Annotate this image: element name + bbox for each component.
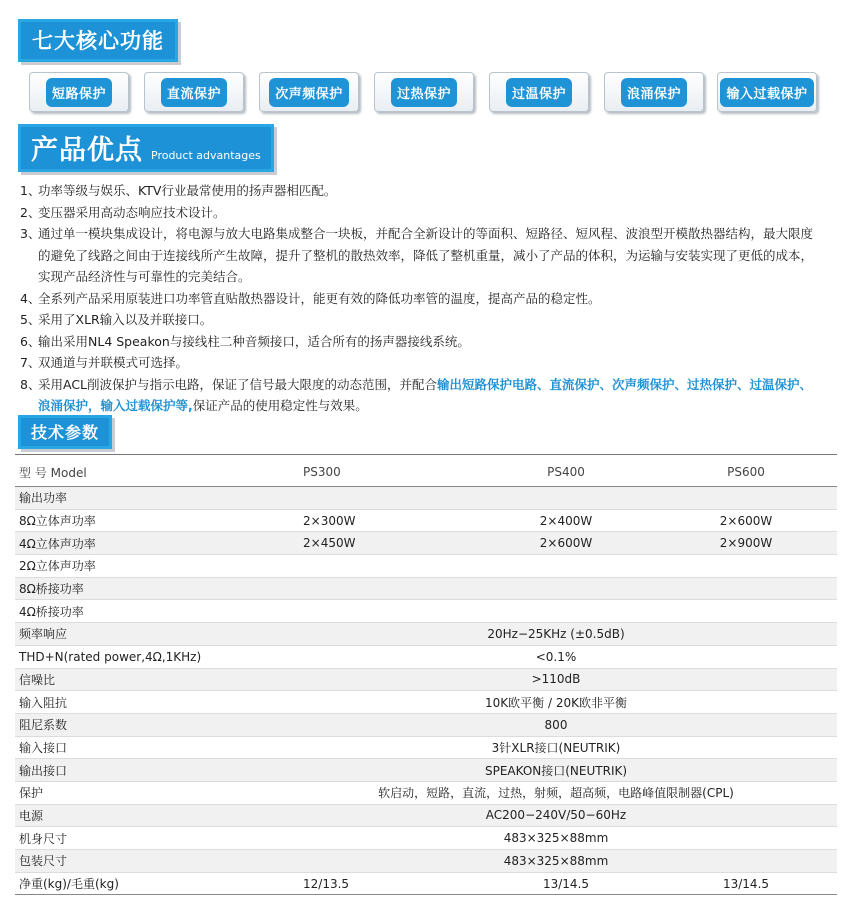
row-label: 4Ω桥接功率 — [15, 600, 275, 623]
cell-model-1 — [275, 555, 477, 578]
feature-dc-protection: 直流保护 — [144, 72, 244, 112]
highlighted-protections: 输出短路保护电路、直流保护、次声频保护、过热保护、过温保护、浪涌保护，输入过载保护等, — [38, 376, 813, 413]
list-item: 7、 双通道与并联模式可选择。 — [20, 355, 189, 370]
cell-model-3: 2×600W — [655, 509, 837, 532]
header-model-3: PS600 — [655, 458, 837, 487]
row-value: AC200−240V/50−60Hz — [275, 804, 837, 827]
cell-model-2 — [477, 487, 655, 510]
feature-subsonic: 次声频保护 — [259, 72, 359, 112]
row-value: >110dB — [275, 668, 837, 691]
core-features-title: 七大核心功能 — [21, 22, 175, 59]
row-value: SPEAKON接口(NEUTRIK) — [275, 759, 837, 782]
cell-model-3 — [655, 555, 837, 578]
feature-overheat: 过热保护 — [374, 72, 474, 112]
row-label: 机身尺寸 — [15, 827, 275, 850]
list-item: 6、 输出采用NL4 Speakon与接线柱二种音频接口，适合所有的扬声器接线系统。 — [20, 333, 470, 349]
table-row — [15, 509, 837, 532]
row-label: 阻尼系数 — [15, 713, 275, 736]
row-label: 频率响应 — [15, 623, 275, 646]
row-label: 8Ω立体声功率 — [15, 509, 275, 532]
header-model-1: PS300 — [275, 458, 477, 487]
row-label: 保护 — [15, 781, 275, 804]
table-row — [15, 668, 837, 691]
cell-model-1 — [275, 487, 477, 510]
feature-short-circuit: 短路保护 — [29, 72, 129, 112]
row-label: THD+N(rated power,4Ω,1KHz) — [15, 645, 275, 668]
row-label: 净重(kg)/毛重(kg) — [15, 872, 275, 895]
list-item: 8、 采用ACL削波保护与指示电路，保证了信号最大限度的动态范围，并配合输出短路保护电路、直流保护、次声频保护、过热保护、过温保护、浪涌保护，输入过载保护等,保证产品的使用稳定性与效果。 — [20, 376, 813, 413]
row-label: 输入阻抗 — [15, 691, 275, 714]
table-row — [15, 532, 837, 555]
cell-model-1: 2×300W — [275, 509, 477, 532]
cell-model-3: 2×900W — [655, 532, 837, 555]
list-item: 3、 通过单一模块集成设计，将电源与放大电路集成整合一块板，并配合全新设计的等面积、短路径、短风程、波浪型开模散热器结构，最大限度的避免了线路之间由于连接线所产生故障，提升了整机的散热效率，降低了整机重量，减小了产品的体积，为运输与安装实现了更低的成本，实现产品经济性与可靠性的完美结合。 — [20, 226, 814, 284]
advantages-list — [20, 180, 820, 417]
table-top-rule — [15, 454, 837, 455]
row-label: 输出功率 — [15, 487, 275, 510]
row-value: 20Hz−25KHz (±0.5dB) — [275, 623, 837, 646]
row-value: 3针XLR接口(NEUTRIK) — [275, 736, 837, 759]
table-row — [15, 781, 837, 804]
row-label: 包装尺寸 — [15, 850, 275, 873]
feature-surge: 浪涌保护 — [604, 72, 704, 112]
row-label: 8Ω桥接功率 — [15, 577, 275, 600]
row-value: 483×325×88mm — [275, 850, 837, 873]
table-row — [15, 487, 837, 510]
row-value: 软启动，短路，直流，过热，射频，超高频，电路峰值限制器(CPL) — [275, 781, 837, 804]
table-row — [15, 577, 837, 600]
list-item: 1、 功率等级与娱乐、KTV行业最常使用的扬声器相匹配。 — [20, 183, 337, 198]
table-row — [15, 872, 837, 895]
advantages-subtitle: Product advantages — [151, 149, 261, 162]
table-row — [15, 645, 837, 668]
list-item: 4、 全系列产品采用原装进口功率管直贴散热器设计，能更有效的降低功率管的温度，提高产品的稳定性。 — [20, 290, 601, 306]
specs-title: 技术参数 — [21, 418, 109, 446]
table-row — [15, 804, 837, 827]
table-row — [15, 827, 837, 850]
table-header-row — [15, 458, 837, 487]
cell-model-2: 2×600W — [477, 532, 655, 555]
specs-table — [15, 458, 837, 895]
table-row — [15, 713, 837, 736]
table-row — [15, 691, 837, 714]
cell-model-3 — [655, 577, 837, 600]
cell-model-2 — [477, 600, 655, 623]
cell-model-2: 2×400W — [477, 509, 655, 532]
cell-model-3 — [655, 600, 837, 623]
cell-model-2 — [477, 577, 655, 600]
core-features-heading — [18, 19, 178, 62]
header-label: 型 号 Model — [15, 458, 275, 487]
cell-model-3: 13/14.5 — [655, 872, 837, 895]
row-label: 2Ω立体声功率 — [15, 555, 275, 578]
cell-model-1: 12/13.5 — [275, 872, 477, 895]
cell-model-2 — [477, 555, 655, 578]
row-label: 信噪比 — [15, 668, 275, 691]
feature-overtemp: 过温保护 — [489, 72, 589, 112]
table-row — [15, 555, 837, 578]
row-value: 800 — [275, 713, 837, 736]
cell-model-1 — [275, 577, 477, 600]
cell-model-2: 13/14.5 — [477, 872, 655, 895]
cell-model-1: 2×450W — [275, 532, 477, 555]
header-model-2: PS400 — [477, 458, 655, 487]
row-value: 483×325×88mm — [275, 827, 837, 850]
list-item: 5、 采用了XLR输入以及并联接口。 — [20, 312, 213, 327]
advantages-heading — [18, 124, 274, 172]
feature-buttons — [29, 72, 829, 114]
row-value: <0.1% — [275, 645, 837, 668]
list-item: 2、 变压器采用高动态响应技术设计。 — [20, 204, 226, 220]
table-row — [15, 850, 837, 873]
row-value: 10K欧平衡 / 20K欧非平衡 — [275, 691, 837, 714]
row-label: 输入接口 — [15, 736, 275, 759]
specs-heading — [18, 415, 112, 449]
cell-model-1 — [275, 600, 477, 623]
row-label: 输出接口 — [15, 759, 275, 782]
advantages-title: 产品优点 — [31, 135, 143, 166]
row-label: 4Ω立体声功率 — [15, 532, 275, 555]
table-row — [15, 623, 837, 646]
table-row — [15, 736, 837, 759]
feature-input-overload: 输入过载保护 — [717, 72, 817, 112]
row-label: 电源 — [15, 804, 275, 827]
table-row — [15, 759, 837, 782]
cell-model-3 — [655, 487, 837, 510]
table-row — [15, 600, 837, 623]
